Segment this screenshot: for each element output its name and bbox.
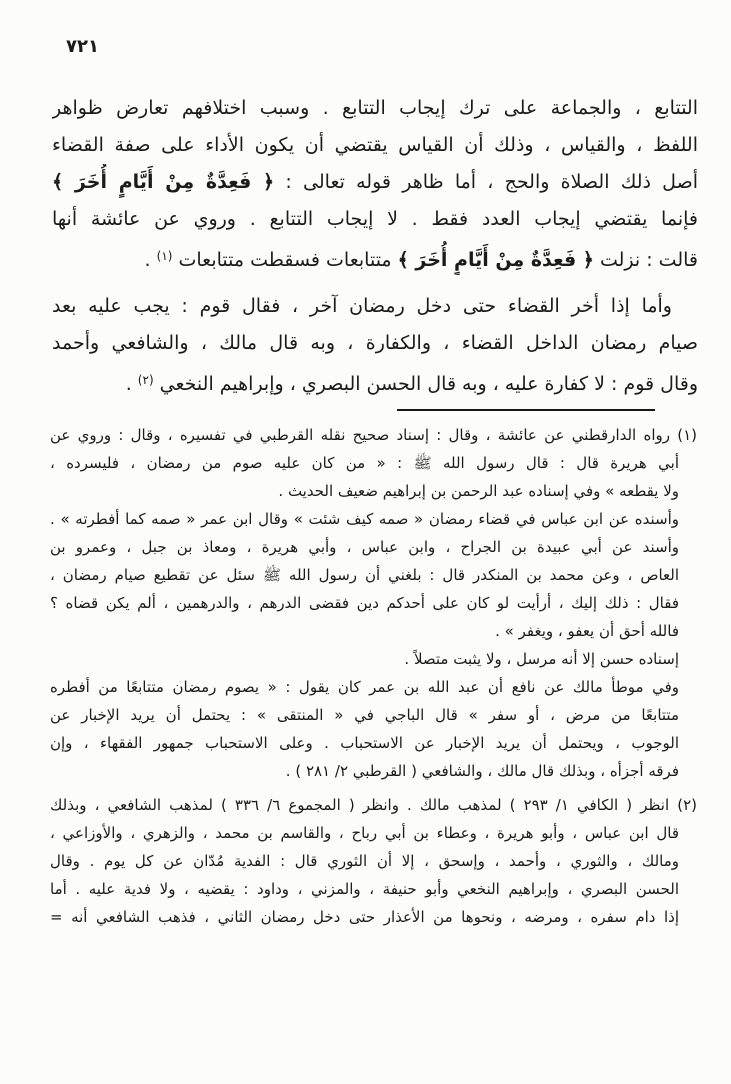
body-line — [52, 164, 698, 201]
footnote-line: (٢) انظر ( الكافي ١/ ٢٩٣ ) لمذهب مالك . وانظر ( المجموع ٦/ ٣٣٦ ) لمذهب الشافعي ، وبذلك — [50, 796, 697, 814]
footnote-line: أبي هريرة قال : قال رسول الله ﷺ : « من كان عليه صوم من رمضان ، فليسرده ، — [50, 454, 679, 472]
quran-verse: ﴿ فَعِدَّةٌ مِنْ أَيَّامٍ أُخَرَ ﴾ — [52, 171, 275, 193]
footnote-1 — [50, 421, 697, 785]
footnote-line: ولا يقطعه » وفي إسناده عبد الرحمن بن إبراهيم ضعيف الحديث . — [278, 482, 679, 500]
footnote-ref-2: (٢) — [137, 373, 154, 387]
footnote-line: الوجوب ، ويحتمل أن يريد الإخبار عن الاستحباب . وعلى الاستحباب جمهور الفقهاء ، وإن — [50, 734, 679, 752]
footnote-line: وفي موطأ مالك عن نافع أن عبد الله بن عمر كان يقول : « يصوم رمضان متتابعًا من أفطره — [50, 678, 679, 696]
footnote-line: فالله أحق أن يعفو ، ويغفر » . — [495, 622, 679, 640]
footnote-ref-1: (١) — [156, 249, 173, 263]
body-line: وأما إذا أخر القضاء حتى دخل رمضان آخر ، فقال قوم : يجب عليه بعد — [52, 295, 672, 317]
footnote-line: إسناده حسن إلا أنه مرسل ، ولا يثبت متصلاً . — [404, 650, 679, 668]
footnote-line: فقال : ذلك إليك ، أرأيت لو كان على أحدكم دين فقضى الدرهم ، والدرهمين ، ألم يكن قضاه ؟ — [50, 594, 679, 612]
footnote-line: وأسند عن أبي عبيدة بن الجراح ، وابن عباس ، وأبي هريرة ، ومعاذ بن جبل ، وعمرو بن — [50, 538, 679, 556]
body-text — [52, 90, 698, 399]
footnote-line: (١) رواه الدارقطني عن عائشة ، وقال : إسناد صحيح نقله القرطبي في تفسيره ، وقال : وروي عن — [50, 426, 697, 444]
footnote-line: متتابعًا من مرض ، أو سفر » قال الباجي في « المنتقى » : يحتمل أن يريد الإخبار عن — [50, 706, 679, 724]
body-line-text: متتابعات فسقطت متتابعات — [172, 249, 398, 271]
footnote-2 — [50, 791, 697, 931]
body-line-text: قالت : نزلت — [593, 249, 698, 271]
quran-verse: ﴿ فَعِدَّةٌ مِنْ أَيَّامٍ أُخَرَ ﴾ — [397, 249, 594, 271]
body-line-text: . — [125, 373, 138, 395]
body-line: اللفظ ، والقياس ، وذلك أن القياس يقتضي أن يكون الأداء على صفة القضاء — [52, 134, 698, 156]
body-line: فإنما يقتضي إيجاب العدد فقط . لا إيجاب التتابع . وروي عن عائشة أنها — [52, 208, 698, 230]
footnote-line: الحسن البصري ، وإبراهيم النخعي وأبو حنيفة ، والمزني ، وداود : يقضيه ، ولا فدية عليه . أما — [50, 880, 679, 898]
footnote-line: إذا دام سفره ، ومرضه ، ونحوها من الأعذار حتى دخل رمضان الثاني ، فذهب الشافعي أنه = — [50, 908, 679, 926]
body-line-text: . — [144, 249, 157, 271]
footnote-line: وأسنده عن ابن عباس في قضاء رمضان « صمه كيف شئت » وقال ابن عمر « صمه كما أفطرته » . — [50, 510, 679, 528]
footnote-line: ومالك ، والثوري ، وأحمد ، وإسحق ، إلا أن الثوري قال : الفدية مُدّان عن كل يوم . وقال — [50, 852, 679, 870]
paragraph-1 — [52, 90, 698, 275]
footnotes — [50, 421, 697, 931]
paragraph-2 — [52, 288, 698, 399]
footnote-line: فرقه أجزأه ، وبذلك قال مالك ، والشافعي ( القرطبي ٢/ ٢٨١ ) . — [285, 762, 679, 780]
page-number: ٧٢١ — [66, 36, 99, 57]
body-line-text: أصل ذلك الصلاة والحج ، أما ظاهر قوله تعالى : — [274, 171, 698, 193]
body-line: صيام رمضان الداخل القضاء ، والكفارة ، وبه قال مالك ، والشافعي وأحمد — [52, 332, 698, 354]
footnote-line: قال ابن عباس ، وأبو هريرة ، وعطاء بن أبي رباح ، والقاسم بن محمد ، والزهري ، والأوزاعي ، — [50, 824, 679, 842]
body-line — [52, 362, 698, 399]
body-line — [52, 238, 698, 275]
body-line: التتابع ، والجماعة على ترك إيجاب التتابع . وسبب اختلافهم تعارض ظواهر — [52, 97, 698, 119]
body-line-text: وقال قوم : لا كفارة عليه ، وبه قال الحسن البصري ، وإبراهيم النخعي — [153, 373, 698, 395]
footnote-separator — [397, 409, 655, 411]
footnote-line: العاص ، وعن محمد بن المنكدر قال : بلغني أن رسول الله ﷺ سئل عن تقطيع صيام رمضان ، — [50, 566, 679, 584]
